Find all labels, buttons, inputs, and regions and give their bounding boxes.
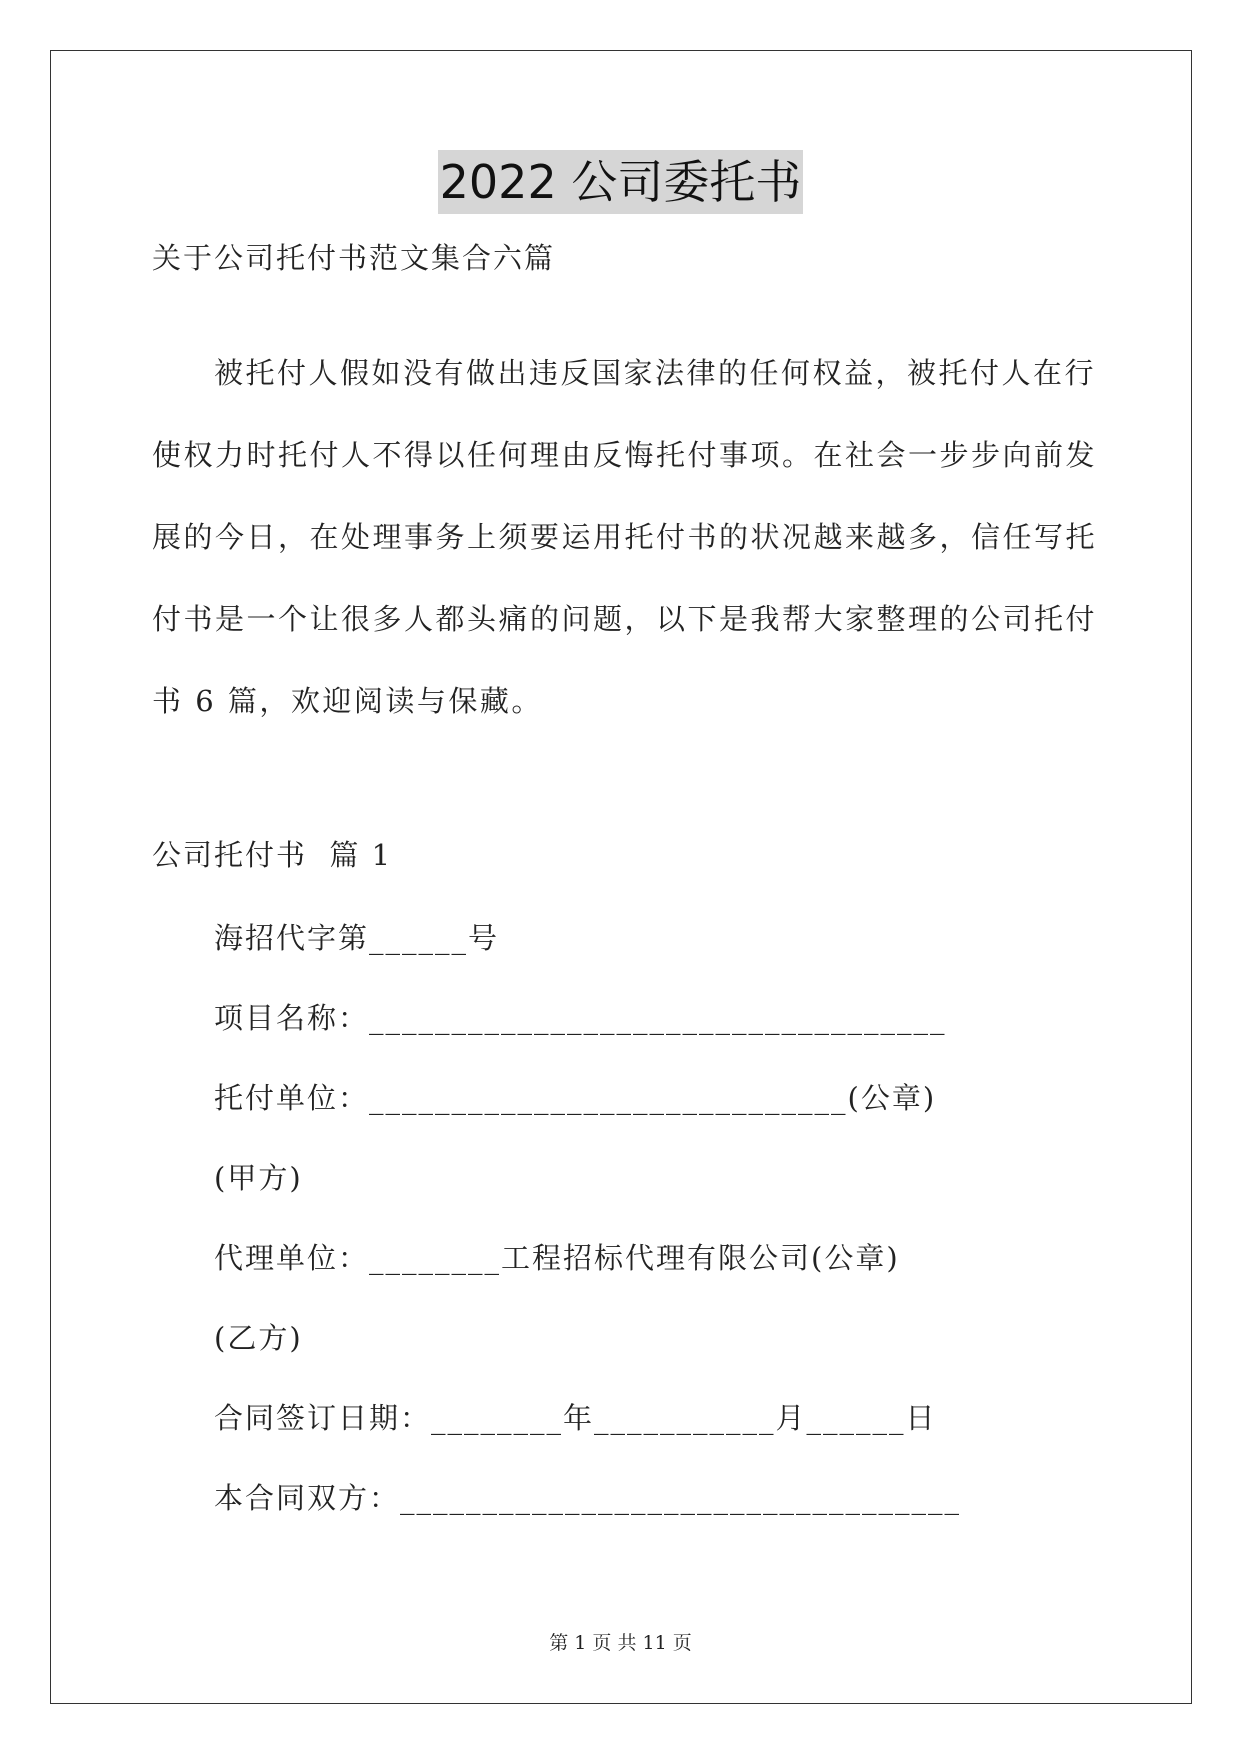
form-field-project-name: 项目名称：___________________________________ — [214, 1001, 947, 1035]
intro-line: 使权力时托付人不得以任何理由反悔托付事项。在社会一步步向前发 — [152, 438, 1098, 472]
form-field-agent-unit: 代理单位：________工程招标代理有限公司(公章) — [214, 1241, 900, 1275]
document-title: 2022 公司委托书 — [438, 150, 804, 214]
intro-line: 付书是一个让很多人都头痛的问题，以下是我帮大家整理的公司托付 — [152, 602, 1098, 636]
section-heading: 公司托付书 篇 1 — [152, 838, 393, 872]
form-field-principal-unit: 托付单位：_____________________________(公章) — [214, 1081, 937, 1115]
form-field-case-number: 海招代字第______号 — [214, 921, 500, 955]
intro-line: 被托付人假如没有做出违反国家法律的任何权益，被托付人在行 — [214, 356, 1097, 390]
title-container — [0, 150, 1241, 214]
document-subtitle: 关于公司托付书范文集合六篇 — [152, 241, 556, 275]
intro-line: 书 6 篇，欢迎阅读与保藏。 — [152, 684, 543, 718]
intro-line: 展的今日，在处理事务上须要运用托付书的状况越来越多，信任写托 — [152, 520, 1098, 554]
form-field-party-b: (乙方) — [214, 1321, 303, 1355]
intro-paragraph — [152, 332, 1098, 742]
form-field-contract-parties: 本合同双方：__________________________________ — [214, 1481, 962, 1515]
page-footer: 第 1 页 共 11 页 — [549, 1632, 692, 1654]
form-field-party-a: (甲方) — [214, 1161, 303, 1195]
form-field-signing-date: 合同签订日期：________年___________月______日 — [214, 1401, 937, 1435]
page-border — [50, 50, 1192, 1704]
